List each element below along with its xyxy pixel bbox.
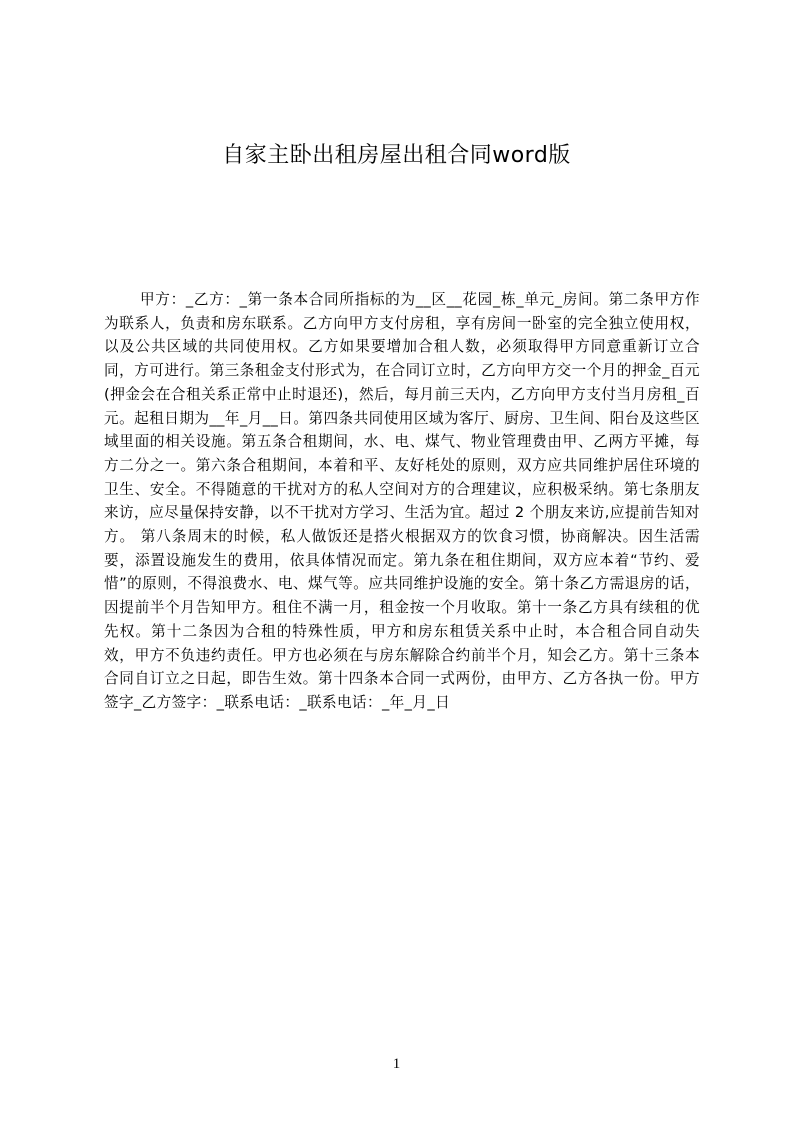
- document-title: 自家主卧出租房屋出租合同word版: [222, 143, 571, 168]
- contract-body-text: 甲方：_乙方：_第一条本合同所指标的为__区__花园_栋_单元_房间。第二条甲方作为联系人，负责和房东联系。乙方向甲方支付房租，享有房间一卧室的完全独立使用权，以及公共区域的共同使用权。乙方如果要增加合租人数，必须取得甲方同意重新订立合同，方可进行。第三条租金支付形式为，在合同订立时，乙方向甲方交一个月的押金_百元(押金会在合租关系正常中止时退还)，然后，每月前三天内，乙方向甲方支付当月房租_百元。起租日期为__年_月__日。第四条共同使用区域为客厅、厨房、卫生间、阳台及这些区域里面的相关设施。第五条合租期间，水、电、煤气、物业管理费由甲、乙两方平摊，每方二分之一。第六条合租期间，本着和平、友好枆处的原则，双方应共同维护居住环境的卫生、安全。不得随意的干扰对方的私人空间对方的合理建议，应积极采纳。第七条朋友来访，应尽量保持安静，以不干扰对方学习、生活为宜。超过 2 个朋友来访,应提前告知对方。 第八条周末的时候，私人做饭还是搭火根据双方的饮食习惯，协商解决。因生活需要，添置设施发生的费用，依具体情况而定。第九条在租住期间，双方应本着“节约、爱惜”的原则，不得浪费水、电、煤气等。应共同维护设施的安全。第十条乙方需退房的话，因提前半个月告知甲方。租住不满一月，租金按一个月收取。第十一条乙方具有续租的优先权。第十二条因为合租的特殊性质，甲方和房东租赁关系中止时，本合租合同自动失效，甲方不负违约责任。甲方也必须在与房东解除合约前半个月，知会乙方。第十三条本合同自订立之日起，即告生效。第十四条本合同一式两份，由甲方、乙方各执一份。甲方签字_乙方签字：_联系电话：_联系电话：_年_月_日: [104, 291, 700, 711]
- page-number: 1: [392, 1056, 401, 1072]
